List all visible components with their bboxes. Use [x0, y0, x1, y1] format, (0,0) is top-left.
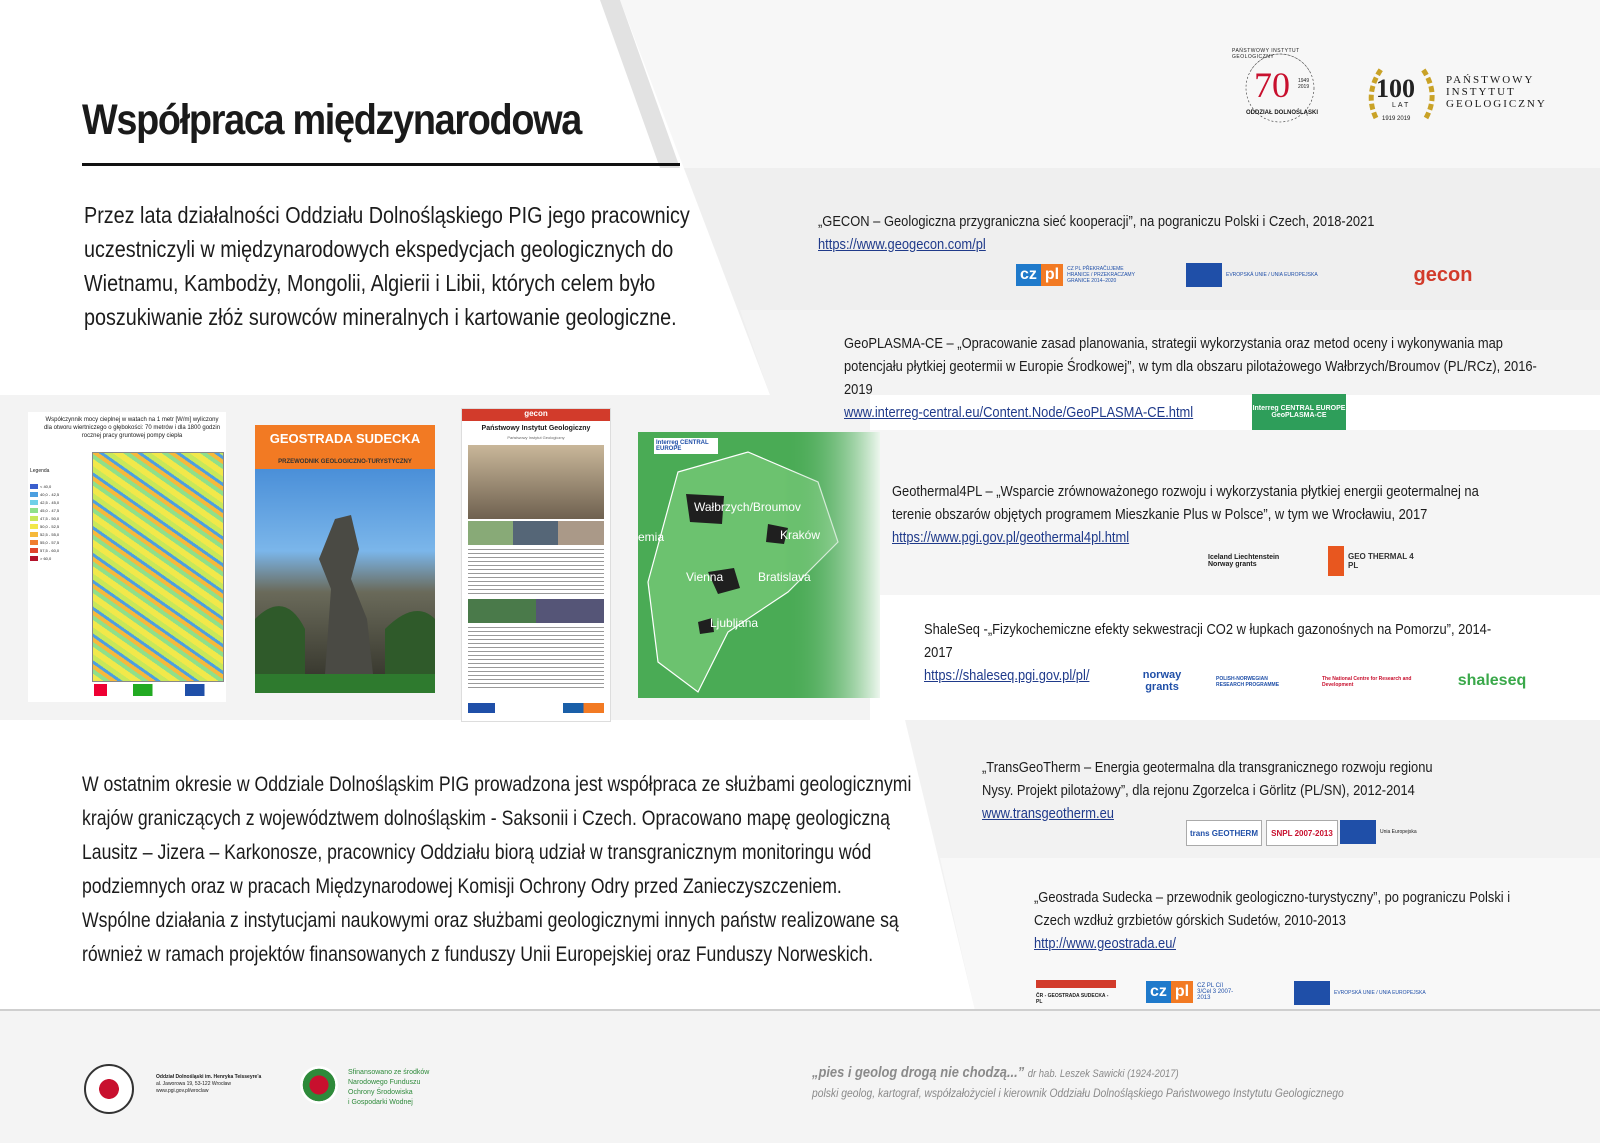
eu-flag-logo	[1294, 980, 1564, 1006]
legend-label: < 40,0	[40, 483, 52, 489]
czpl-logo: cz pl CZ PL Cíl 3/Cel 3 2007-2013	[1146, 980, 1262, 1004]
project-link[interactable]: www.transgeotherm.eu	[982, 805, 1114, 822]
legend-swatch	[30, 548, 38, 553]
book-subtitle: PRZEWODNIK GEOLOGICZNO-TURYSTYCZNY	[278, 459, 412, 465]
project-link[interactable]: http://www.geostrada.eu/	[1034, 935, 1176, 952]
city-label: Bratislava	[758, 570, 811, 584]
legend-label: 52,5 - 55,0	[40, 531, 60, 537]
legend-label: 50,0 - 52,5	[40, 523, 60, 529]
bottom-paragraph: W ostatnim okresie w Oddziale Dolnośląskim PIG prowadzona jest współpraca ze służbami geologicznymi krajów graniczących z województwem dolnośląskim - Saksonii i Czech. Opracowano mapę geologiczną Lausitz – Jizera – Karkonosze, pracownicy Oddziału biorą udział w transgranicznym monitoringu wód podziemnych oraz w pracach Międzynarodowej Komisji Ochrony Odry przed Zanieczyszczeniem.	[82, 773, 912, 898]
project-link[interactable]: https://shaleseq.pgi.gov.pl/pl/	[924, 667, 1090, 684]
project-description: „GECON – Geologiczna przygraniczna sieć kooperacji”, na pograniczu Polski i Czech, 2018-2021	[818, 213, 1375, 230]
map-legend-item	[30, 522, 72, 530]
legend-swatch	[30, 500, 38, 505]
project-geoplasma	[844, 332, 1549, 424]
project-description: „Geostrada Sudecka – przewodnik geologiczno-turystyczny”, po pograniczu Polski i Czech wzdłuż grzbietów górskich Sudetów, 2010-2013	[1034, 889, 1511, 929]
footer-quote	[812, 1064, 1179, 1081]
norway-grants-logo: norway grants	[1142, 669, 1182, 693]
map-legend-title: Legenda	[30, 468, 50, 474]
map-legend-item	[30, 538, 72, 546]
funding-line: Sfinansowano ze środków	[348, 1069, 430, 1076]
city-label: emia	[638, 530, 665, 544]
project-link[interactable]: www.interreg-central.eu/Content.Node/GeoPLASMA-CE.html	[844, 404, 1194, 421]
legend-label: 47,5 - 50,0	[40, 515, 60, 521]
legend-swatch	[30, 556, 38, 561]
czpl-caption: CZ PL Cíl 3/Cel 3 2007-2013	[1197, 983, 1234, 1001]
page-title: Współpraca międzynarodowa	[82, 96, 581, 144]
legend-swatch	[30, 492, 38, 497]
legend-swatch	[30, 516, 38, 521]
map-legend	[30, 482, 72, 562]
logo-100-name-line: PAŃSTWOWY	[1446, 74, 1535, 86]
eu-caption: Unia Europejska	[1380, 829, 1417, 835]
funding-line: i Gospodarki Wodnej	[348, 1099, 413, 1106]
map-title: Współczynnik mocy cieplnej w watach na 1 metr [W/m] wyliczony dla otworu wiertniczego o głębokości: 70 metrów i dla 1800 godzin rocznej pracy gruntowej pompy ciepła	[43, 417, 221, 439]
title-divider	[82, 163, 680, 166]
project-link[interactable]: https://www.pgi.gov.pl/geothermal4pl.html	[892, 529, 1130, 546]
intro-paragraph: Przez lata działalności Oddziału Dolnośląskiego PIG jego pracownicy uczestniczyli w międzynarodowych ekspedycjach geologicznych do Wietnamu, Kambodży, Mongolii, Algierii i Libii, których celem było poszukiwanie złóż surowców mineralnych i kartowanie geologiczne.	[84, 202, 690, 330]
poster-logo: gecon	[524, 409, 548, 418]
poster-footer-logos	[468, 703, 604, 713]
poster-photo-row	[468, 599, 604, 623]
funding-line: Narodowego Funduszu	[348, 1079, 421, 1086]
ncbr-logo: The National Centre for Research and Development	[1322, 676, 1412, 688]
book-photo	[255, 469, 435, 674]
poster-main-photo	[468, 445, 604, 519]
poster-text-block	[468, 549, 604, 597]
legend-label: 42,5 - 45,0	[40, 499, 60, 505]
logo-70-years	[1222, 48, 1338, 124]
city-label: Kraków	[780, 528, 821, 542]
map-legend-item	[30, 482, 72, 490]
legend-swatch	[30, 484, 38, 489]
logo-70-arc-text: PAŃSTWOWY INSTYTUT GEOLOGICZNY	[1232, 48, 1300, 60]
region-interreg-logo: Interreg CENTRAL EUROPE	[654, 438, 718, 454]
map-legend-item	[30, 546, 72, 554]
region-map-figure	[638, 432, 880, 698]
bottom-paragraph: Wspólne działania z instytucjami naukowymi oraz służbami geologicznymi innych państw realizowane są również w ramach projektów finansowanych z funduszy Unii Europejskiej oraz Funduszy Norweskich.	[82, 909, 899, 966]
logo-100-lat: LAT	[1392, 102, 1411, 109]
legend-label: 55,0 - 57,5	[40, 539, 60, 545]
funding-line: Ochrony Środowiska	[348, 1089, 413, 1096]
map-legend-item	[30, 554, 72, 562]
eu-caption: EVROPSKÁ UNIE / UNIA EUROPEJSKA	[1334, 990, 1426, 996]
map-legend-item	[30, 490, 72, 498]
quote-caption: polski geolog, kartograf, współzałożyciel i kierownik Oddziału Dolnośląskiego Państwowego Instytutu Geologicznego	[812, 1086, 1344, 1100]
interreg-logo: Interreg CENTRAL EUROPE GeoPLASMA-CE	[1252, 394, 1346, 430]
logo-70-caption: ODDZIAŁ DOLNOŚLĄSKI	[1246, 110, 1318, 116]
book-bottom-logo	[255, 674, 435, 693]
project-description: „TransGeoTherm – Energia geotermalna dla transgranicznego rozwoju regionu Nysy. Projekt pilotażowy”, dla rejonu Zgorzelca i Görlitz (PL/SN), 2012-2014	[982, 759, 1433, 799]
logo-100-years: 1919 2019	[1382, 116, 1411, 122]
branch-name: Oddział Dolnośląski im. Henryka Teisseyre'a	[156, 1074, 262, 1080]
geostrada-logo: ČR - GEOSTRADA SUDECKA - PL	[1036, 980, 1116, 1010]
legend-label: 45,0 - 47,5	[40, 507, 60, 513]
branch-info	[156, 1074, 266, 1095]
snpl-logo: SNPL 2007-2013	[1266, 820, 1338, 846]
logo-70-years: 1949 2019	[1298, 78, 1310, 90]
czpl-caption: CZ PL PŘEKRAČUJEME HRANICE / PRZEKRACZAMY GRANICE 2014–2020	[1067, 266, 1135, 284]
logo-100-name-line: INSTYTUT	[1446, 86, 1516, 98]
legend-label: 40,0 - 42,5	[40, 491, 60, 497]
book-title: GEOSTRADA SUDECKA	[269, 431, 421, 446]
city-label: Vienna	[686, 570, 724, 584]
nfosigw-logo	[300, 1066, 338, 1104]
heat-map-figure	[28, 412, 226, 702]
legend-label: > 60,0	[40, 555, 52, 561]
logo-100-name-line: GEOLOGICZNY	[1446, 98, 1547, 110]
project-link[interactable]: https://www.geogecon.com/pl	[818, 236, 986, 253]
legend-swatch	[30, 508, 38, 513]
city-label: Wałbrzych/Broumov	[694, 500, 801, 514]
map-legend-item	[30, 530, 72, 538]
geothermal4pl-logo: GEO THERMAL 4 PL	[1328, 546, 1422, 576]
logo-70-number: 70	[1254, 65, 1290, 105]
bottom-paragraphs	[82, 768, 939, 972]
transgeotherm-logo: trans GEOTHERM	[1186, 820, 1262, 846]
eu-flag-logo	[1186, 262, 1386, 288]
branch-web[interactable]: www.pgi.gov.pl/wroclaw	[156, 1088, 209, 1094]
poster-title: Państwowy Instytut Geologiczny	[481, 425, 591, 432]
map-footer-logos	[94, 684, 224, 696]
legend-swatch	[30, 532, 38, 537]
legend-swatch	[30, 524, 38, 529]
poster-photo-row	[468, 521, 604, 545]
project-transgeotherm	[982, 756, 1464, 825]
gecon-poster	[461, 408, 611, 722]
shaleseq-logo: shaleseq	[1457, 672, 1527, 689]
geostrada-book-cover	[255, 425, 435, 693]
project-description: Geothermal4PL – „Wsparcie zrównoważonego rozwoju i wykorzystania płytkiej energii geotermalnej na terenie obszarów objętych programem Mieszkanie Plus w Polsce”, w tym we Wrocławiu, 2017	[892, 483, 1479, 523]
czpl-logo: cz pl CZ PL PŘEKRAČUJEME HRANICE / PRZEKRACZAMY GRANICE 2014–2020	[1016, 262, 1166, 288]
logo-100-name	[1446, 74, 1547, 110]
project-description: GeoPLASMA-CE – „Opracowanie zasad planowania, strategii wykorzystania oraz metod oceny i wykonywania map potencjału płytkiej geotermii w Europie Środkowej”, w tym dla obszaru pilotażowego Wałbrzych/Broumov (PL/RCz), 2016-2019	[844, 335, 1537, 398]
project-geostrada	[1034, 886, 1516, 955]
gecon-logo: gecon	[1413, 263, 1473, 286]
heat-map-raster	[92, 452, 224, 682]
branch-address: al. Jaworowa 19, 53-122 Wrocław	[156, 1081, 231, 1087]
quote-author: dr hab. Leszek Sawicki (1924-2017)	[1027, 1068, 1179, 1080]
poster-subtitle: Państwowy Instytut Geologiczny	[507, 435, 565, 440]
norway-grants-logo: Iceland Liechtenstein Norway grants	[1208, 554, 1280, 568]
quote-text: „pies i geolog drogą nie chodzą...”	[812, 1064, 1025, 1081]
polish-norwegian-logo: POLISH-NORWEGIAN RESEARCH PROGRAMME	[1216, 676, 1280, 688]
map-legend-item	[30, 498, 72, 506]
eu-flag-logo	[1340, 818, 1490, 846]
city-label: Ljubljana	[710, 616, 759, 630]
legend-swatch	[30, 540, 38, 545]
legend-label: 57,5 - 60,0	[40, 547, 60, 553]
project-description: ShaleSeq -„Fizykochemiczne efekty sekwestracji CO2 w łupkach gazonośnych na Pomorzu”, 2014-2017	[924, 621, 1492, 661]
pig-seal-logo	[84, 1064, 134, 1114]
funding-note	[348, 1068, 429, 1108]
logo-100-number: 100	[1376, 74, 1415, 103]
project-gecon	[818, 210, 1420, 256]
logo-100-years	[1364, 58, 1554, 130]
eu-caption: EVROPSKÁ UNIE / UNIA EUROPEJSKA	[1226, 272, 1318, 278]
map-legend-item	[30, 506, 72, 514]
poster-text-block	[468, 627, 604, 691]
map-legend-item	[30, 514, 72, 522]
project-geothermal4pl	[892, 480, 1511, 549]
